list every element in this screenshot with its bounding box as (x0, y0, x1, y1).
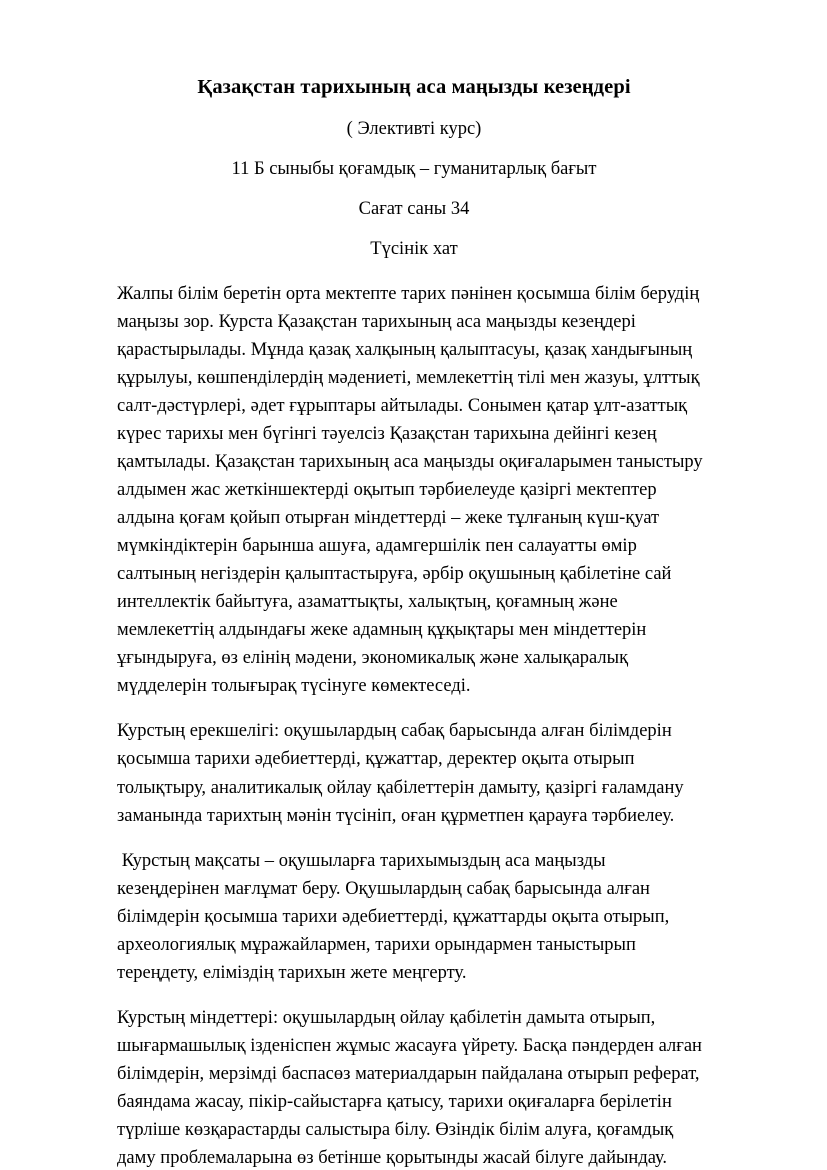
subtitle-class-and-track: 11 Б сыныбы қоғамдық – гуманитарлық бағыт (231, 159, 597, 180)
page-title: Қазақстан тарихының аса маңызды кезеңдері (197, 76, 631, 98)
paragraph-importance: Жалпы білім беретін орта мектепте тарих пәнінен қосымша білім берудің маңызы зор. Курста Қазақстан тарихының аса маңызды кезеңдері қарастырылады. Мұнда қазақ халқының қалыптасуы, қазақ хандығының құрылуы, көшпенділердің мәдениеті, мемлекеттің тілі мен жазуы, ұлттық салт-дәстүрлері, әдет ғұрыптары айтылады. Сонымен қатар ұлт-азаттық күрес тарихы мен бүгінгі тәуелсіз Қазақстан тарихына дейінгі кезең қамтылады. Қазақстан тарихының аса маңызды оқиғаларымен таныстыру алдымен жас жеткіншектерді оқытып тәрбиелеуде қазіргі мектептер алдына қоғам қойып отырған міндеттерді – жеке тұлғаның күш-қуат мүмкіндіктерін барынша ашуға, адамгершілік пен салауатты өмір салтының негіздерін қалыптастыруға, әрбір оқушының қабілетіне сай интеллектік байытуға, азаматтықты, халықтың, қоғамның және мемлекеттің алдындағы жеке адамның құқықтары мен міндеттерін ұғындыруға, өз елінің мәдени, экономикалық және халықаралық мүдделерін толығырақ түсінуге көмектеседі. (117, 284, 708, 697)
subtitle-course-type: ( Элективті курс) (346, 119, 482, 140)
paragraph-course-objectives: Курстың міндеттері: оқушылардың ойлау қабілетін дамыта отырып, шығармашылық ізденіспен жұмыс жасауға үйрету. Басқа пәндерден алған білімдерін, мерзімді баспасөз материалдарын пайдалана отырып реферат, баяндама жасау, пікір-сайыстарға қатысу, тарихи оқиғаларға берілетін түрліше көзқарастарды салыстыра білу. Өзіндік білім алуға, қоғамдық даму проблемаларына өз бетінше қорытынды жасай білуге дайындау. (117, 1007, 707, 1168)
subtitle-hours-count: Сағат саны 34 (358, 199, 470, 220)
document-content (117, 74, 711, 1170)
subtitle-section-heading: Түсінік хат (370, 239, 458, 260)
paragraph-course-features: Курстың ерекшелігі: оқушылардың сабақ барысында алған білімдерін қосымша тарихи әдебиеттерді, құжаттар, деректер оқыта отырып толықтыру, аналитикалық ойлау қабілеттерін дамыту, қазіргі ғаламдану заманында тарихтың мәнін түсініп, оған құрметпен қарауға тәрбиелеу. (117, 721, 689, 826)
paragraph-course-goal: Курстың мақсаты – оқушыларға тарихымыздың аса маңызды кезеңдерінен мағлұмат беру. Оқушылардың сабақ барысында алған білімдерін қосымша тарихи әдебиеттерді, құжаттарды оқыта отырып, археологиялық мұражайлармен, тарихи орындармен таныстырып тереңдету, еліміздің тарихын жете меңгерту. (117, 850, 675, 983)
